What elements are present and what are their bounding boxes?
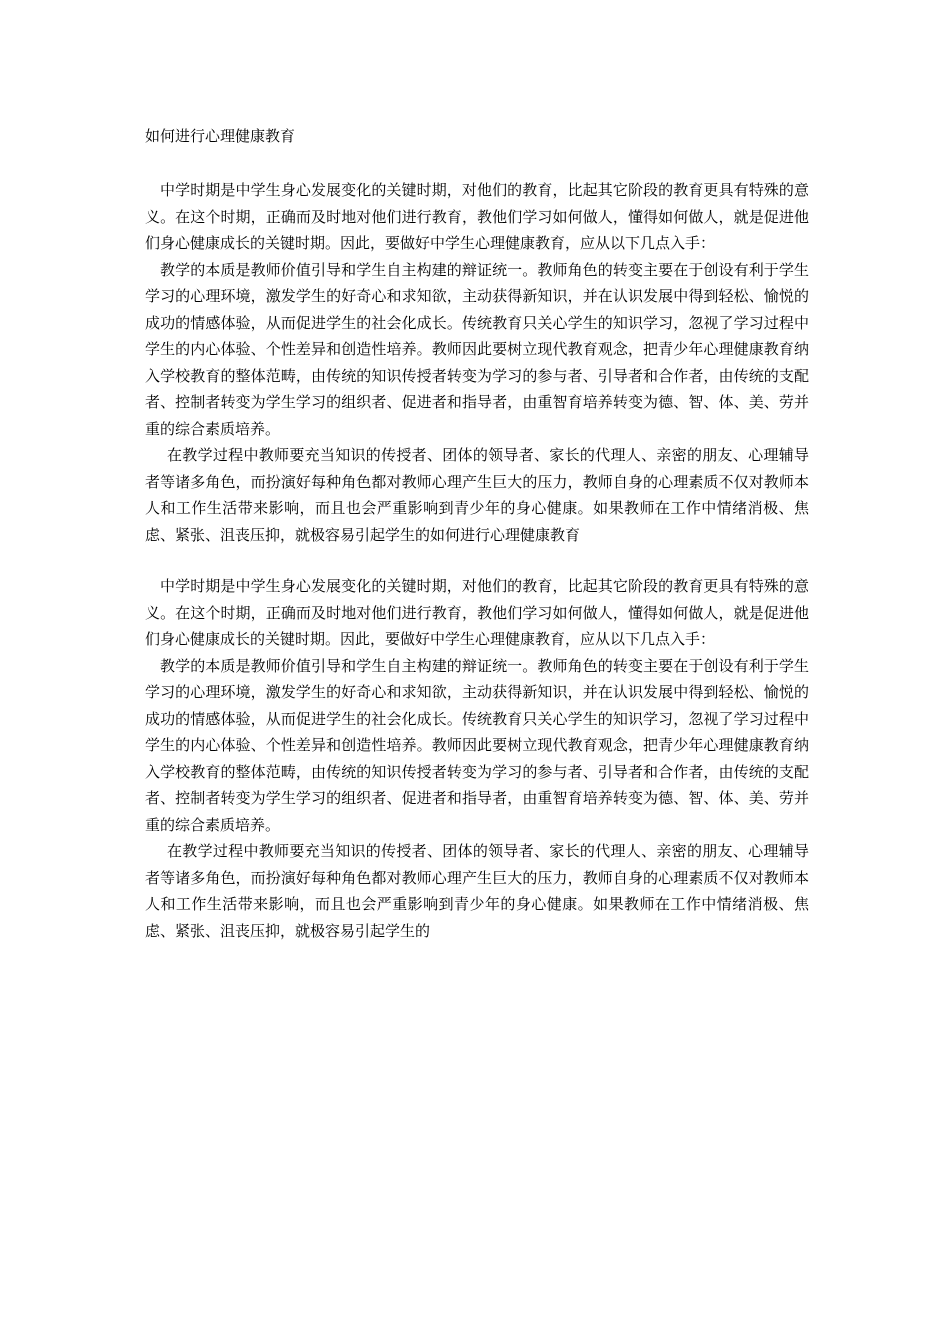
paragraph-teacher-roles: 在教学过程中教师要充当知识的传授者、团体的领导者、家长的代理人、亲密的朋友、心理辅导者等诸多角色，而扮演好每种角色都对教师心理产生巨大的压力，教师自身的心理素质不仅对教师本人和工作生活带来影响，而且也会严重影响到青少年的身心健康。如果教师在工作中情绪消极、焦虑、紧张、沮丧压抑，就极容易引起学生的 (145, 842, 809, 940)
paragraph-intro: 中学时期是中学生身心发展变化的关键时期，对他们的教育，比起其它阶段的教育更具有特殊的意义。在这个时期，正确而及时地对他们进行教育，教他们学习如何做人，懂得如何做人，就是促进他们身心健康成长的关键时期。因此，要做好中学生心理健康教育，应从以下几点入手： (145, 181, 809, 252)
text-block-2 (145, 573, 809, 944)
paragraph-teacher-roles: 在教学过程中教师要充当知识的传授者、团体的领导者、家长的代理人、亲密的朋友、心理辅导者等诸多角色，而扮演好每种角色都对教师心理产生巨大的压力，教师自身的心理素质不仅对教师本人和工作生活带来影响，而且也会严重影响到青少年的身心健康。如果教师在工作中情绪消极、焦虑、紧张、沮丧压抑，就极容易引起学生的如何进行心理健康教育 (145, 446, 809, 544)
paragraph-teaching-essence: 教学的本质是教师价值引导和学生自主构建的辩证统一。教师角色的转变主要在于创设有利于学生学习的心理环境，激发学生的好奇心和求知欲，主动获得新知识，并在认识发展中得到轻松、愉悦的成功的情感体验，从而促进学生的社会化成长。传统教育只关心学生的知识学习，忽视了学习过程中学生的内心体验、个性差异和创造性培养。教师因此要树立现代教育观念，把青少年心理健康教育纳入学校教育的整体范畴，由传统的知识传授者转变为学习的参与者、引导者和合作者，由传统的支配者、控制者转变为学生学习的组织者、促进者和指导者，由重智育培养转变为德、智、体、美、劳并重的综合素质培养。 (145, 260, 809, 438)
text-block-1 (145, 177, 809, 548)
paragraph-teaching-essence: 教学的本质是教师价值引导和学生自主构建的辩证统一。教师角色的转变主要在于创设有利于学生学习的心理环境，激发学生的好奇心和求知欲，主动获得新知识，并在认识发展中得到轻松、愉悦的成功的情感体验，从而促进学生的社会化成长。传统教育只关心学生的知识学习，忽视了学习过程中学生的内心体验、个性差异和创造性培养。教师因此要树立现代教育观念，把青少年心理健康教育纳入学校教育的整体范畴，由传统的知识传授者转变为学习的参与者、引导者和合作者，由传统的支配者、控制者转变为学生学习的组织者、促进者和指导者，由重智育培养转变为德、智、体、美、劳并重的综合素质培养。 (145, 656, 809, 834)
paragraph-intro: 中学时期是中学生身心发展变化的关键时期，对他们的教育，比起其它阶段的教育更具有特殊的意义。在这个时期，正确而及时地对他们进行教育，教他们学习如何做人，懂得如何做人，就是促进他们身心健康成长的关键时期。因此，要做好中学生心理健康教育，应从以下几点入手： (145, 577, 809, 648)
document-title: 如何进行心理健康教育 (145, 127, 296, 145)
